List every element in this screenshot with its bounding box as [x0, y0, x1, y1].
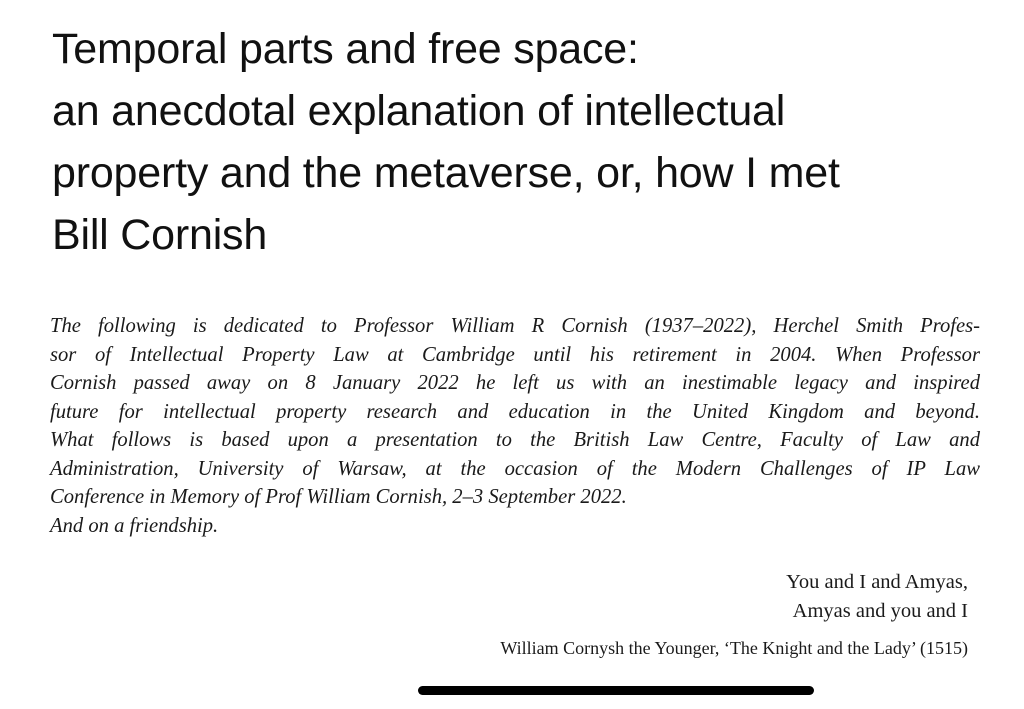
dedication-line: future for intellectual property research and education in the United Kingdom and beyond. [50, 400, 980, 423]
dedication-line: The following is dedicated to Professor William R Cornish (1937–2022), Herchel Smith Profes- [50, 315, 980, 337]
epigraph-attribution: William Cornysh the Younger, ‘The Knight and the Lady’ (1515) [500, 638, 968, 658]
dedication-line: Cornish passed away on 8 January 2022 he left us with an inestimable legacy and inspired [50, 372, 980, 394]
title-line: property and the metaverse, or, how I met [52, 149, 840, 197]
dedication-line: And on a friendship. [50, 514, 219, 537]
epigraph-line: You and I and Amyas, [786, 571, 968, 593]
dedication-line: sor of Intellectual Property Law at Cambridge until his retirement in 2004. When Professor [50, 343, 980, 366]
home-indicator[interactable] [418, 686, 814, 695]
dedication-paragraph [50, 312, 980, 540]
dedication-line: What follows is based upon a presentation to the British Law Centre, Faculty of Law and [50, 429, 980, 451]
article-title [52, 18, 992, 266]
dedication-line: Administration, University of Warsaw, at the occasion of the Modern Challenges of IP Law [50, 457, 980, 480]
title-line: Temporal parts and free space: [52, 25, 639, 73]
epigraph [786, 568, 968, 625]
title-line: an anecdotal explanation of intellectual [52, 87, 786, 135]
title-line: Bill Cornish [52, 211, 268, 259]
epigraph-line: Amyas and you and I [792, 599, 968, 622]
dedication-line: Conference in Memory of Prof William Cornish, 2–3 September 2022. [50, 486, 627, 508]
